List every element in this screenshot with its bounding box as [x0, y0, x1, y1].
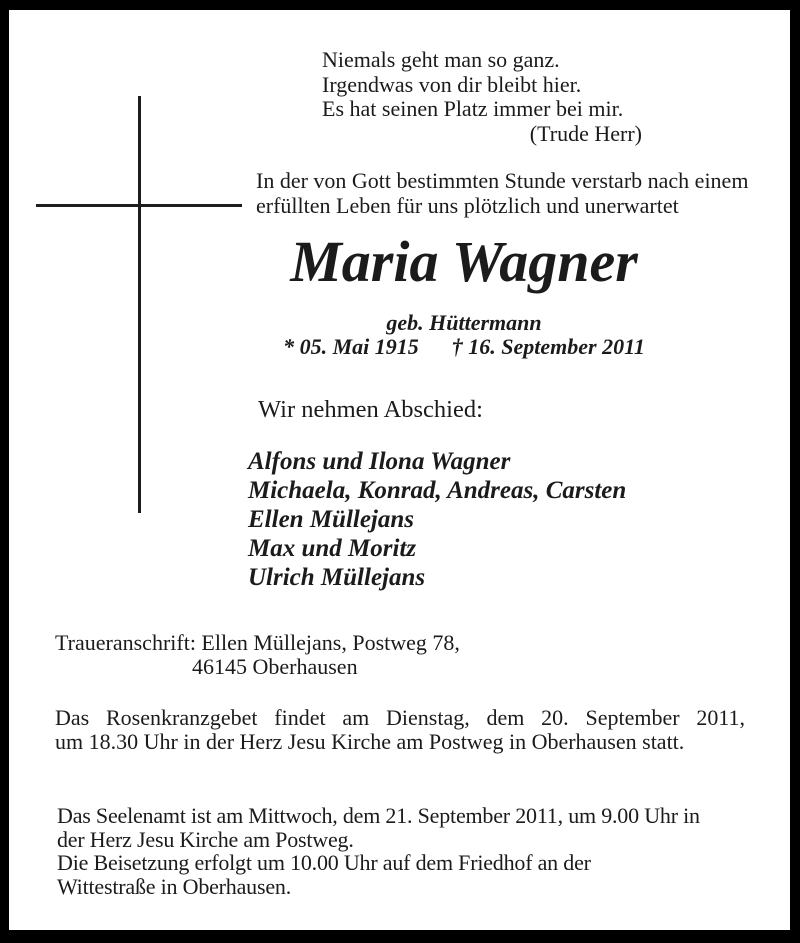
death-date: † 16. September 2011: [451, 334, 645, 359]
poem-line: Es hat seinen Platz immer bei mir.: [322, 96, 624, 121]
poem-line: Irgendwas von dir bleibt hier.: [322, 71, 582, 97]
mourner-line: Ellen Müllejans: [248, 506, 415, 533]
address-line: Traueranschrift: Ellen Müllejans, Postweg 78,: [55, 630, 460, 655]
intro-line: erfüllten Leben für uns plötzlich und unerwartet: [256, 192, 679, 218]
rosary-line: um 18.30 Uhr in der Herz Jesu Kirche am Postweg in Oberhausen statt.: [55, 729, 685, 754]
deceased-block: [240, 229, 688, 359]
life-dates: [240, 335, 688, 359]
mourner-line: Ulrich Müllejans: [248, 564, 426, 591]
intro-text: [256, 169, 756, 218]
cross-icon-horizontal-bar: [36, 204, 242, 207]
funeral-line: Wittestraße in Oberhausen.: [57, 873, 291, 899]
farewell-heading: Wir nehmen Abschied:: [258, 396, 483, 423]
mourner-line: Michaela, Konrad, Andreas, Carsten: [248, 477, 627, 504]
cross-icon: [138, 96, 141, 513]
mourning-address: [55, 631, 460, 679]
deceased-name: Maria Wagner: [290, 229, 638, 294]
poem: [322, 48, 642, 146]
mourner-line: Max und Moritz: [248, 535, 417, 562]
funeral-line: der Herz Jesu Kirche am Postweg.: [57, 826, 354, 852]
funeral-line: Das Seelenamt ist am Mittwoch, dem 21. September 2011, um 9.00 Uhr in: [57, 803, 700, 828]
intro-line: In der von Gott bestimmten Stunde verstarb nach einem: [256, 168, 749, 193]
maiden-name: geb. Hüttermann: [386, 310, 542, 335]
mourners-list: [248, 447, 626, 592]
funeral-line: Die Beisetzung erfolgt um 10.00 Uhr auf dem Friedhof an der: [57, 850, 591, 875]
mourner-line: Alfons und Ilona Wagner: [248, 448, 511, 475]
poem-line: Niemals geht man so ganz.: [322, 47, 560, 72]
birth-date: * 05. Mai 1915: [283, 334, 419, 359]
poem-attribution: (Trude Herr): [529, 120, 642, 146]
rosary-paragraph: [55, 706, 745, 754]
funeral-paragraph: [57, 804, 757, 898]
address-line: 46145 Oberhausen: [192, 654, 358, 679]
rosary-line: Das Rosenkranzgebet findet am Dienstag, dem 20. September 2011,: [55, 705, 745, 730]
